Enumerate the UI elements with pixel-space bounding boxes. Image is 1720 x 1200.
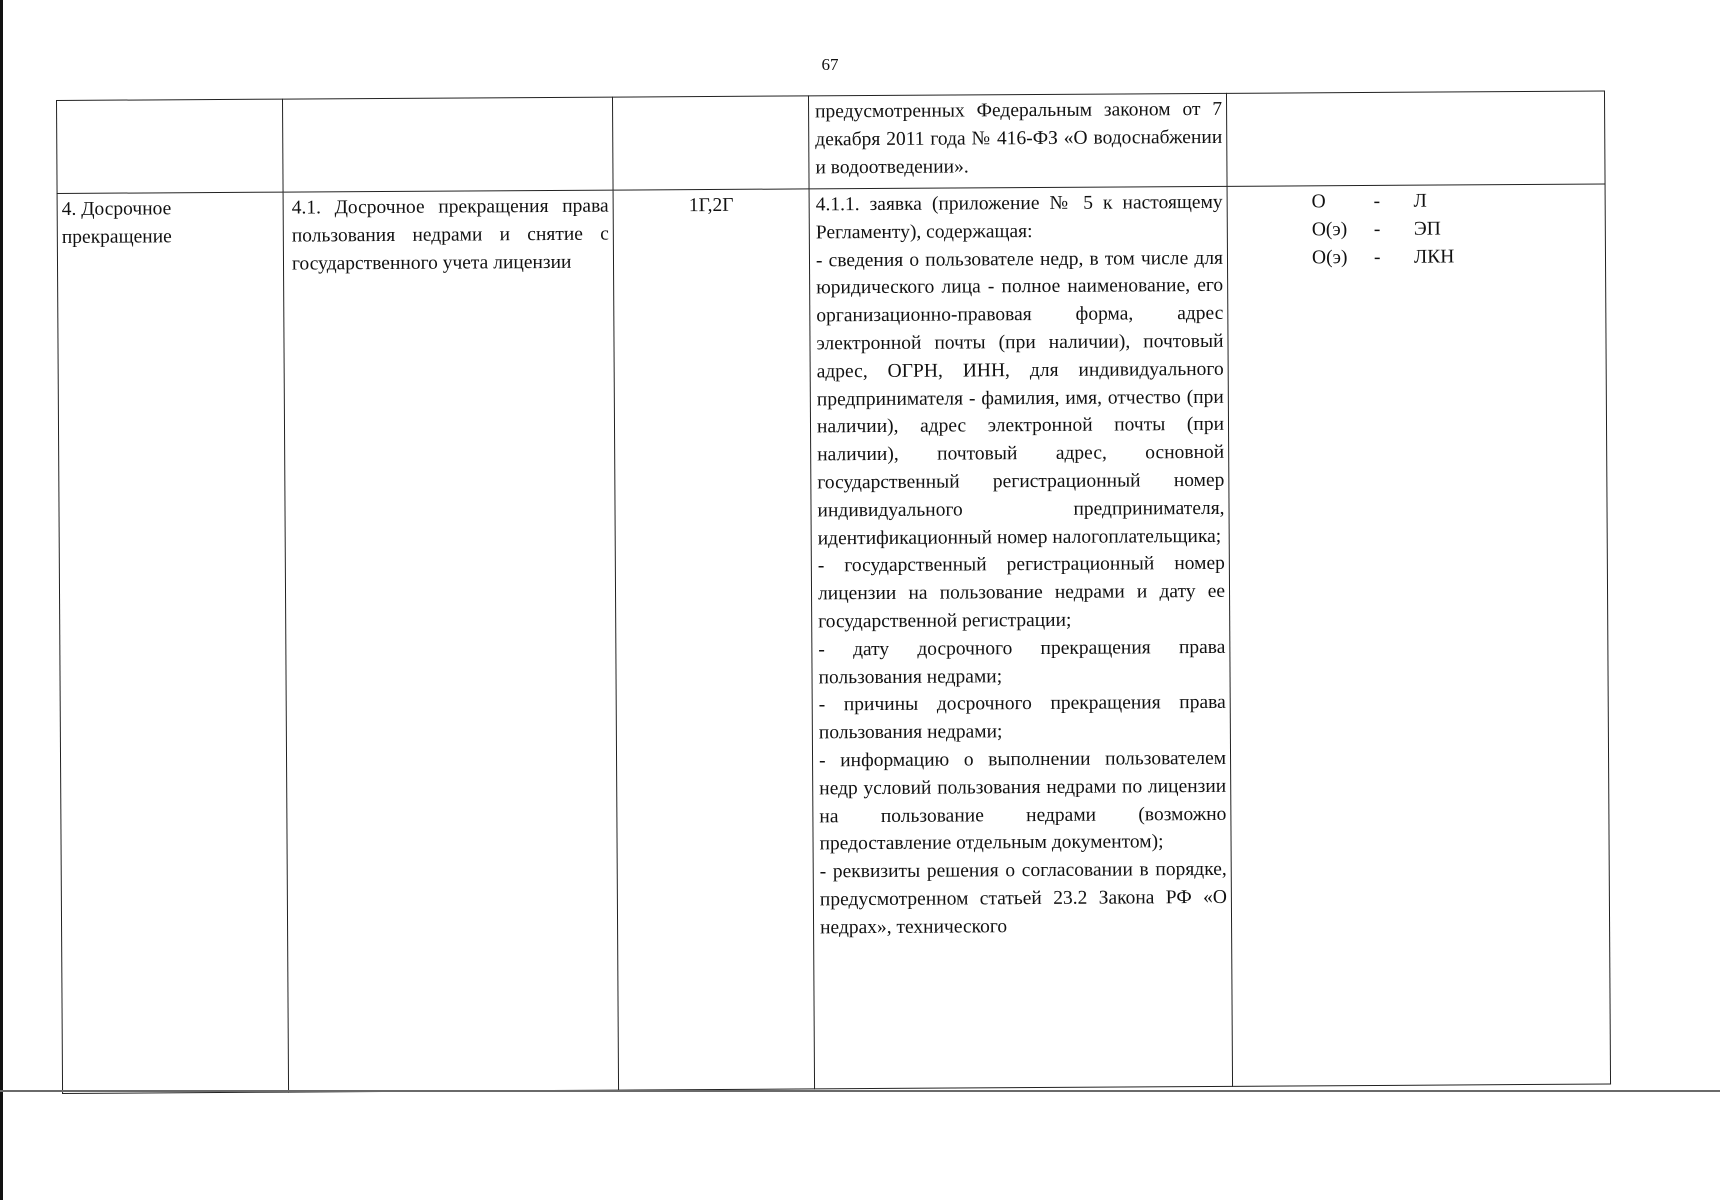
cell-stage: [57, 192, 288, 1093]
table-row-early-termination: [57, 184, 1610, 1093]
cell-requirements: [809, 186, 1232, 1089]
document-type: Л: [1413, 190, 1427, 212]
cell-procedure: [283, 190, 618, 1092]
document-entry: [1312, 215, 1462, 244]
document-type: ЛКН: [1413, 246, 1455, 268]
document-type: ЭП: [1413, 218, 1441, 240]
content-continuation-text: предусмотренных Федеральным законом от 7 декабря 2011 года № 416-ФЗ «О водоснабжении и водоотведении».: [815, 98, 1223, 178]
cell-content-continuation: [808, 93, 1227, 189]
requirement-paragraph: - государственный регистрационный номер лицензии на пользование недрами и дату ее государственной регистрации;: [817, 553, 1226, 633]
scan-bottom-rule: [0, 1090, 1720, 1092]
table-row-continuation: [57, 91, 1606, 193]
code-text: 1Г,2Г: [688, 194, 734, 217]
requirement-paragraph: 4.1.1. заявка (приложение № 5 к настоящему Регламенту), содержащая:: [815, 191, 1223, 244]
page-number: 67: [821, 55, 839, 74]
cell-code: [613, 189, 814, 1090]
requirement-paragraph: - реквизиты решения о согласовании в порядке, предусмотренном статьей 23.2 Закона РФ «О недрах», технического: [819, 858, 1227, 939]
document-dash: -: [1373, 246, 1381, 268]
procedure-text: 4.1. Досрочное прекращения права пользования недрами и снятие с государственного учета лицензии: [291, 195, 609, 275]
document-entry: [1312, 243, 1462, 272]
cell-procedure-empty: [282, 97, 613, 192]
cell-documents-empty: [1226, 91, 1605, 186]
scan-left-edge: [0, 0, 3, 1200]
document-form: О: [1311, 191, 1326, 213]
requirement-paragraph: - причины досрочного прекращения права пользования недрами;: [818, 692, 1226, 744]
regulation-table: [56, 91, 1611, 1094]
cell-documents: [1227, 184, 1610, 1086]
document-entry: [1312, 187, 1462, 216]
document-form: О(э): [1311, 218, 1348, 241]
cell-stage-empty: [57, 99, 284, 193]
stage-text: 4. Досрочное прекращение: [61, 198, 172, 248]
document-dash: -: [1373, 218, 1381, 240]
cell-code-empty: [612, 96, 809, 190]
document-form: О(э): [1311, 246, 1348, 268]
requirement-paragraph: - дату досрочного прекращения права пользования недрами;: [818, 636, 1226, 688]
regulation-table-wrapper: [56, 91, 1610, 1093]
document-dash: -: [1373, 190, 1381, 212]
requirement-paragraph: - информацию о выполнении пользователем недр условий пользования недрами по лицензии на пользование недрами (возможно предоставление отдельным документом);: [818, 747, 1227, 855]
requirement-paragraph: - сведения о пользователе недр, в том числе для юридического лица - полное наименование, его организационно-правовая форма, адрес электронной почты (при наличии), почтовый адрес, ОГРН, ИНН, для индивидуального предпринимателя - фамилия, имя, отчество (при наличии), адрес электронной почты (при наличии), почтовый адрес, основной государственный регистрационный номер индивидуального предпринимателя, идентификационный номер налогоплательщика;: [815, 247, 1225, 549]
